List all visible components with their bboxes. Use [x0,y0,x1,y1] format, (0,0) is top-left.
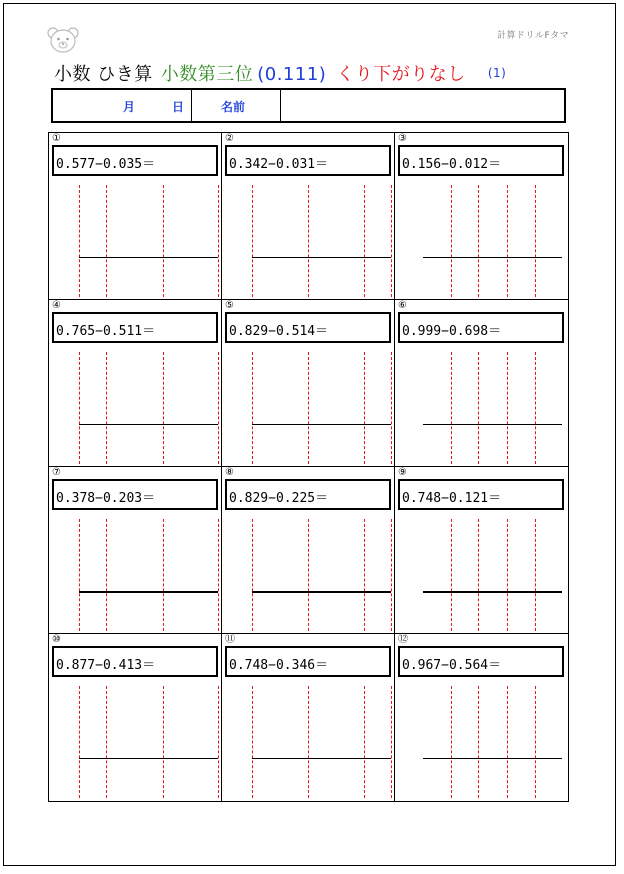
answer-line [252,591,391,593]
answer-area[interactable] [252,595,391,629]
problem-expression: 0.829−0.225＝ [229,491,329,506]
problem-number: ⑨ [398,467,407,478]
column-guide-line [218,519,219,631]
problem-number: ⑧ [225,467,234,478]
sheet-number: (1) [487,66,507,80]
title-level: 小数第三位 [160,64,254,85]
problem-box [225,145,391,176]
column-guide-line [391,686,392,798]
problem-number: ⑤ [225,300,234,311]
problem-box [398,646,564,677]
bear-logo-icon [46,26,80,54]
answer-line [79,758,218,759]
title-main: 小数 ひき算 [54,64,153,85]
problem-cell [395,467,568,634]
answer-area[interactable] [425,762,564,796]
problem-expression: 0.829−0.514＝ [229,324,329,339]
info-divider [191,90,192,121]
problem-box [225,646,391,677]
problem-box [52,145,218,176]
answer-area[interactable] [79,762,218,796]
brand-text: 計算ドリルFタマ [497,31,570,41]
problem-expression: 0.765−0.511＝ [56,324,156,339]
problem-cell [222,634,395,801]
problem-expression: 0.748−0.121＝ [402,491,502,506]
title-note: くり下がりなし [336,64,466,85]
answer-area[interactable] [425,595,564,629]
problem-box [398,145,564,176]
day-label: 日 [172,100,185,114]
answer-area[interactable] [79,261,218,295]
problem-number: ② [225,133,234,144]
column-guide-line [391,352,392,464]
problem-cell [395,634,568,801]
problem-number: ⑦ [52,467,61,478]
answer-line [79,424,218,425]
problem-expression: 0.748−0.346＝ [229,658,329,673]
problem-number: ④ [52,300,61,311]
problem-number: ⑫ [398,634,408,645]
answer-area[interactable] [425,261,564,295]
answer-line [79,591,218,593]
problem-number: ③ [398,133,407,144]
problem-cell [222,133,395,300]
problem-box [52,646,218,677]
problem-cell [395,133,568,300]
worksheet-title [54,60,506,86]
answer-area[interactable] [425,428,564,462]
answer-line [423,758,562,759]
info-divider [280,90,281,121]
info-box [51,88,566,123]
answer-area[interactable] [79,595,218,629]
problem-cell [49,300,222,467]
answer-area[interactable] [252,762,391,796]
month-label: 月 [123,100,136,114]
answer-area[interactable] [252,428,391,462]
problem-box [225,479,391,510]
problem-cell [222,467,395,634]
problem-expression: 0.577−0.035＝ [56,157,156,172]
problem-expression: 0.967−0.564＝ [402,658,502,673]
problem-cell [395,300,568,467]
problem-box [398,312,564,343]
answer-line [423,257,562,258]
problem-number: ⑥ [398,300,407,311]
problem-expression: 0.378−0.203＝ [56,491,156,506]
name-label: 名前 [221,100,246,114]
problem-expression: 0.877−0.413＝ [56,658,156,673]
problem-box [52,479,218,510]
column-guide-line [218,352,219,464]
problem-box [225,312,391,343]
answer-line [423,591,562,593]
problem-expression: 0.156−0.012＝ [402,157,502,172]
problem-box [52,312,218,343]
answer-area[interactable] [79,428,218,462]
column-guide-line [218,185,219,297]
column-guide-line [391,519,392,631]
answer-line [252,424,391,425]
answer-line [252,257,391,258]
problem-expression: 0.999−0.698＝ [402,324,502,339]
problem-cell [222,300,395,467]
problem-grid [48,132,569,802]
column-guide-line [218,686,219,798]
problem-cell [49,133,222,300]
title-example: (0.111) [257,64,327,85]
problem-cell [49,467,222,634]
answer-line [252,758,391,759]
problem-number: ⑩ [52,634,61,645]
problem-cell [49,634,222,801]
column-guide-line [391,185,392,297]
answer-line [79,257,218,258]
problem-box [398,479,564,510]
problem-number: ① [52,133,61,144]
answer-area[interactable] [252,261,391,295]
problem-number: ⑪ [225,634,235,645]
problem-expression: 0.342−0.031＝ [229,157,329,172]
answer-line [423,424,562,425]
